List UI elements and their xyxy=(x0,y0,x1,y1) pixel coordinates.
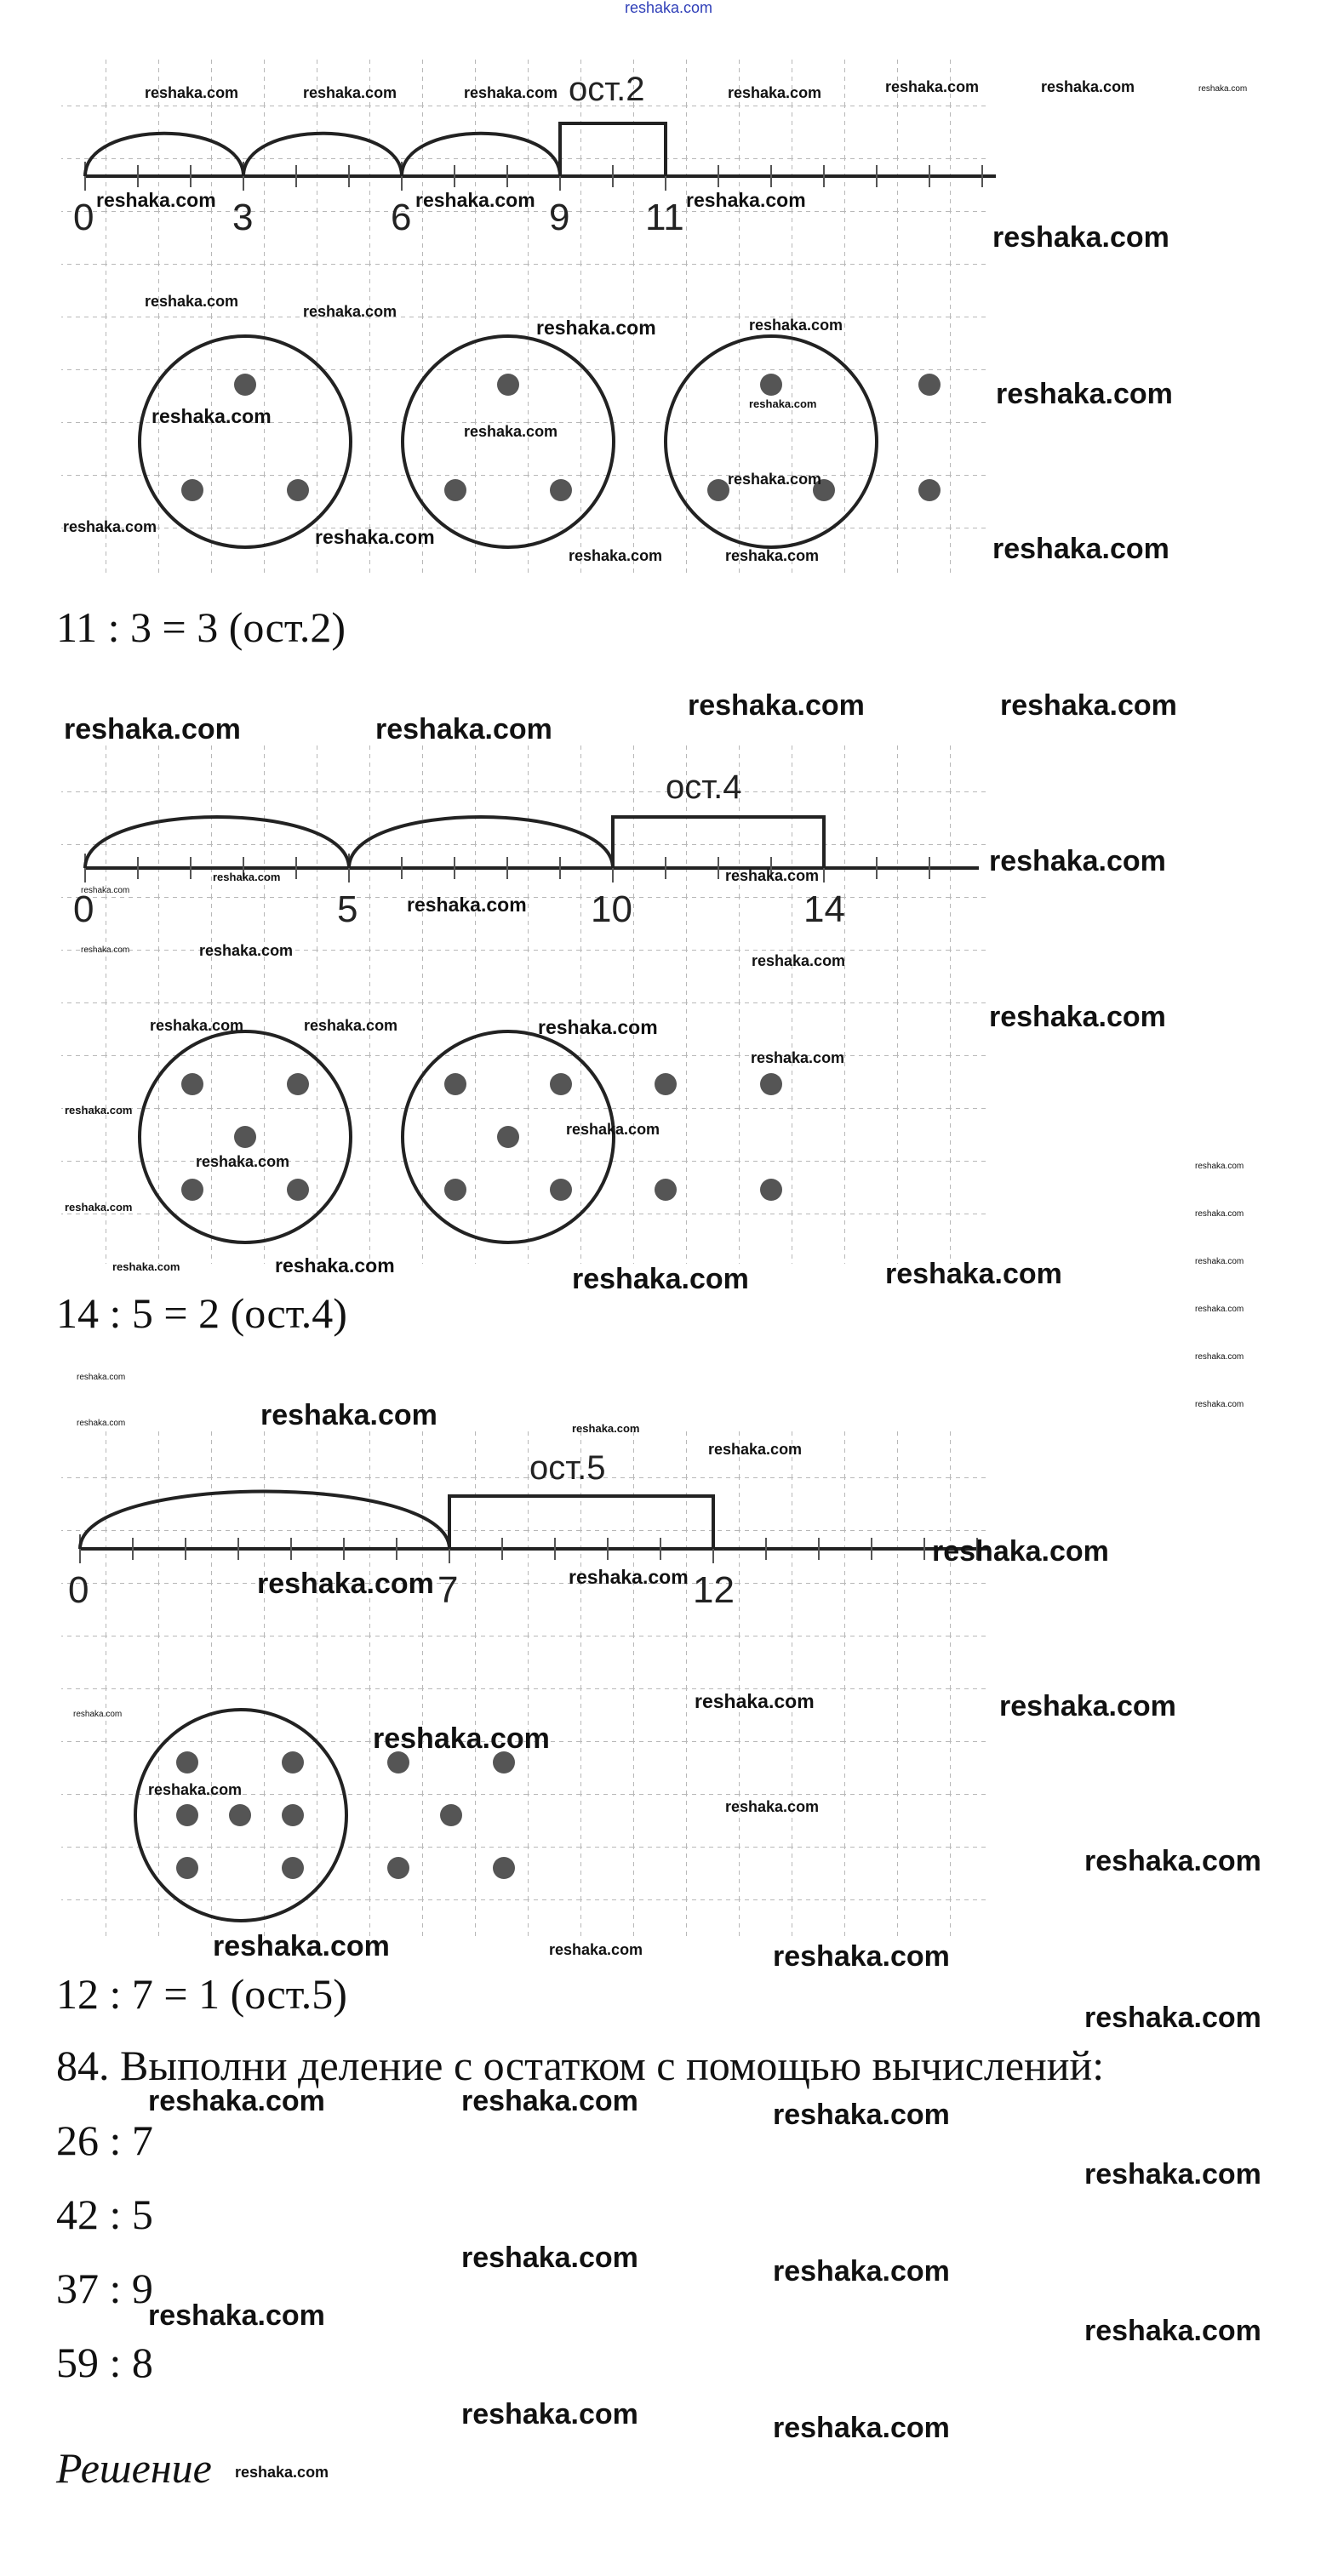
site-header-link[interactable]: reshaka.com xyxy=(625,0,713,16)
watermark: reshaka.com xyxy=(213,871,281,883)
watermark: reshaka.com xyxy=(81,886,130,895)
equation-2: 14 : 5 = 2 (ост.4) xyxy=(56,1289,347,1337)
watermark: reshaka.com xyxy=(81,945,130,955)
watermark: reshaka.com xyxy=(65,1104,133,1117)
watermark: reshaka.com xyxy=(725,547,820,564)
watermark: reshaka.com xyxy=(538,1016,658,1038)
fig3-axis-label-12: 12 xyxy=(693,1569,735,1611)
fig2-axis-label-14: 14 xyxy=(803,888,845,930)
watermark: reshaka.com xyxy=(549,1941,643,1958)
watermark: reshaka.com xyxy=(999,1690,1176,1722)
watermark: reshaka.com xyxy=(569,547,663,564)
watermark: reshaka.com xyxy=(773,2412,950,2444)
fig1-axis-label-9: 9 xyxy=(549,197,570,238)
watermark: reshaka.com xyxy=(1195,1257,1244,1266)
watermark: reshaka.com xyxy=(728,471,822,488)
watermark: reshaka.com xyxy=(145,293,239,310)
watermark: reshaka.com xyxy=(196,1153,290,1170)
watermark: reshaka.com xyxy=(569,1566,689,1588)
fig1-axis-label-11: 11 xyxy=(645,197,684,238)
watermark: reshaka.com xyxy=(1195,1305,1244,1314)
watermark: reshaka.com xyxy=(303,84,397,101)
task-title: 84. Выполни деление с остатком с помощью вычислений: xyxy=(56,2042,1105,2089)
task-item-1: 26 : 7 xyxy=(56,2116,153,2164)
fig2-axis-label-10: 10 xyxy=(591,888,632,930)
watermark: reshaka.com xyxy=(725,1798,820,1815)
watermark: reshaka.com xyxy=(992,533,1169,565)
watermark: reshaka.com xyxy=(932,1535,1109,1568)
watermark: reshaka.com xyxy=(773,2099,950,2131)
watermark: reshaka.com xyxy=(1195,1400,1244,1409)
watermark: reshaka.com xyxy=(1084,2315,1261,2347)
watermark: reshaka.com xyxy=(749,317,843,334)
fig1-axis-label-6: 6 xyxy=(391,197,412,238)
watermark: reshaka.com xyxy=(373,1722,550,1755)
watermark: reshaka.com xyxy=(1041,78,1135,95)
watermark: reshaka.com xyxy=(148,2299,325,2332)
watermark: reshaka.com xyxy=(536,317,656,339)
watermark: reshaka.com xyxy=(96,189,216,211)
watermark: reshaka.com xyxy=(73,1710,123,1719)
watermark: reshaka.com xyxy=(148,1781,243,1798)
watermark: reshaka.com xyxy=(751,1049,845,1066)
watermark: reshaka.com xyxy=(773,2255,950,2288)
watermark: reshaka.com xyxy=(461,2085,638,2117)
watermark: reshaka.com xyxy=(572,1422,640,1435)
task-item-3: 37 : 9 xyxy=(56,2265,153,2312)
watermark: reshaka.com xyxy=(148,2085,325,2117)
watermark: reshaka.com xyxy=(992,221,1169,254)
watermark: reshaka.com xyxy=(315,526,435,548)
watermark: reshaka.com xyxy=(112,1260,180,1273)
fig1-axis-label-3: 3 xyxy=(232,197,254,238)
watermark: reshaka.com xyxy=(566,1121,660,1138)
watermark: reshaka.com xyxy=(63,518,157,535)
fig3-axis-label-0: 0 xyxy=(68,1569,89,1611)
watermark: reshaka.com xyxy=(199,942,294,959)
fig1-axis-label-0: 0 xyxy=(73,197,94,238)
solution-label: Решение xyxy=(56,2444,212,2492)
watermark: reshaka.com xyxy=(688,689,865,722)
watermark: reshaka.com xyxy=(885,78,980,95)
equation-1: 11 : 3 = 3 (ост.2) xyxy=(56,603,346,651)
watermark: reshaka.com xyxy=(1084,2002,1261,2034)
watermark: reshaka.com xyxy=(989,845,1166,877)
watermark: reshaka.com xyxy=(708,1441,803,1458)
watermark: reshaka.com xyxy=(407,894,527,916)
fig3-remainder-label: ост.5 xyxy=(529,1449,606,1487)
watermark: reshaka.com xyxy=(686,189,806,211)
task-item-2: 42 : 5 xyxy=(56,2190,153,2238)
watermark: reshaka.com xyxy=(989,1001,1166,1033)
watermark: reshaka.com xyxy=(1195,1162,1244,1171)
watermark: reshaka.com xyxy=(572,1263,749,1295)
watermark: reshaka.com xyxy=(213,1930,390,1962)
fig2-axis-label-0: 0 xyxy=(73,888,94,930)
watermark: reshaka.com xyxy=(1195,1209,1244,1219)
watermark: reshaka.com xyxy=(996,378,1173,410)
watermark: reshaka.com xyxy=(1195,1352,1244,1362)
watermark: reshaka.com xyxy=(1084,1845,1261,1877)
watermark: reshaka.com xyxy=(752,952,846,969)
watermark: reshaka.com xyxy=(77,1373,126,1382)
task-item-4: 59 : 8 xyxy=(56,2339,153,2386)
watermark: reshaka.com xyxy=(152,405,272,427)
watermark: reshaka.com xyxy=(257,1568,434,1600)
equation-3: 12 : 7 = 1 (ост.5) xyxy=(56,1970,347,2018)
watermark: reshaka.com xyxy=(150,1017,244,1034)
watermark: reshaka.com xyxy=(695,1690,815,1712)
fig1-remainder-label: ост.2 xyxy=(569,71,645,108)
fig2-remainder-label: ост.4 xyxy=(666,768,742,806)
watermark: reshaka.com xyxy=(64,713,241,745)
watermark: reshaka.com xyxy=(65,1201,133,1214)
fig2-axis-label-5: 5 xyxy=(337,888,358,930)
watermark: reshaka.com xyxy=(260,1399,437,1431)
watermark: reshaka.com xyxy=(461,2398,638,2430)
watermark: reshaka.com xyxy=(461,2242,638,2274)
watermark: reshaka.com xyxy=(77,1419,126,1428)
watermark: reshaka.com xyxy=(415,189,535,211)
watermark: reshaka.com xyxy=(304,1017,398,1034)
watermark: reshaka.com xyxy=(1000,689,1177,722)
watermark: reshaka.com xyxy=(728,84,822,101)
watermark: reshaka.com xyxy=(303,303,397,320)
fig3-axis-label-7: 7 xyxy=(437,1569,459,1611)
watermark: reshaka.com xyxy=(725,867,820,884)
watermark: reshaka.com xyxy=(464,423,558,440)
watermark: reshaka.com xyxy=(275,1254,395,1277)
watermark: reshaka.com xyxy=(464,84,558,101)
watermark: reshaka.com xyxy=(235,2464,329,2481)
watermark: reshaka.com xyxy=(773,1940,950,1973)
watermark: reshaka.com xyxy=(885,1258,1062,1290)
watermark: reshaka.com xyxy=(1198,84,1248,94)
watermark: reshaka.com xyxy=(1084,2158,1261,2190)
watermark: reshaka.com xyxy=(749,397,817,410)
watermark: reshaka.com xyxy=(145,84,239,101)
watermark: reshaka.com xyxy=(375,713,552,745)
